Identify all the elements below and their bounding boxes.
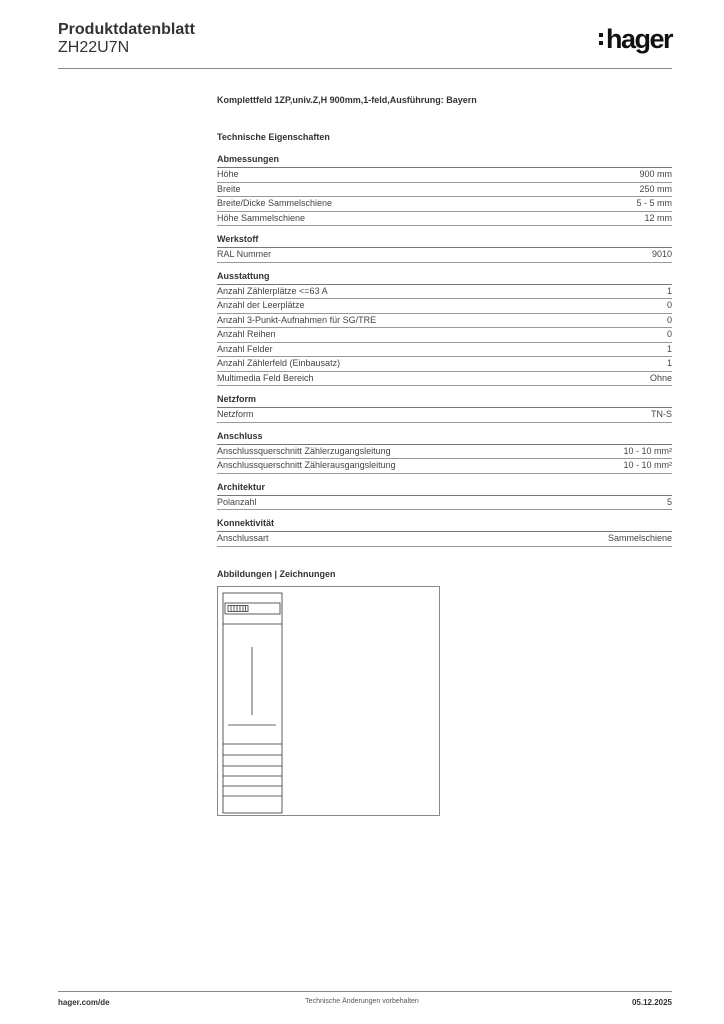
property-value: 10 - 10 mm² xyxy=(623,460,672,470)
property-row xyxy=(217,183,672,198)
property-label: Höhe Sammelschiene xyxy=(217,212,306,223)
property-group xyxy=(217,394,672,423)
group-title: Konnektivität xyxy=(217,518,672,532)
property-value: 1 xyxy=(666,285,672,296)
property-row xyxy=(217,445,672,460)
property-label: Anzahl Felder xyxy=(217,343,273,354)
property-group xyxy=(217,234,672,263)
property-group xyxy=(217,518,672,547)
property-row xyxy=(217,408,672,423)
property-label: Anzahl Zählerfeld (Einbausatz) xyxy=(217,358,341,368)
property-label: Anzahl Zählerplätze <=63 A xyxy=(217,285,328,296)
property-value: 1 xyxy=(666,343,672,354)
footer-note: Technische Änderungen vorbehalten xyxy=(305,998,419,1005)
property-value: 5 - 5 mm xyxy=(636,198,672,208)
property-row xyxy=(217,496,672,511)
header-divider xyxy=(58,68,672,69)
property-row xyxy=(217,197,672,212)
property-group xyxy=(217,431,672,474)
property-group xyxy=(217,271,672,387)
property-value: 1 xyxy=(666,358,672,368)
property-row xyxy=(217,168,672,183)
property-value: 250 mm xyxy=(639,183,672,194)
logo-text: hager xyxy=(605,24,672,54)
property-row xyxy=(217,357,672,372)
property-value: 12 mm xyxy=(644,212,672,223)
property-value: Sammelschiene xyxy=(607,533,672,543)
property-label: RAL Nummer xyxy=(217,249,272,259)
property-label: Anzahl der Leerplätze xyxy=(217,300,305,310)
property-value: 5 xyxy=(666,496,672,507)
property-row xyxy=(217,314,672,329)
cabinet-drawing-icon xyxy=(218,587,439,815)
property-label: Anschlussquerschnitt Zählerzugangsleitung xyxy=(217,445,391,456)
section-heading: Technische Eigenschaften xyxy=(217,132,330,142)
product-drawing xyxy=(217,586,440,816)
property-label: Multimedia Feld Bereich xyxy=(217,372,314,383)
property-label: Anzahl Reihen xyxy=(217,329,276,339)
property-row xyxy=(217,299,672,314)
property-row xyxy=(217,212,672,227)
property-label: Anschlussart xyxy=(217,533,269,543)
property-row xyxy=(217,372,672,387)
product-description: Komplettfeld 1ZP,univ.Z,H 900mm,1-feld,Ausführung: Bayern xyxy=(217,95,477,105)
property-value: TN-S xyxy=(651,409,672,419)
property-value: 0 xyxy=(666,300,672,310)
property-groups xyxy=(217,154,672,547)
property-value: Ohne xyxy=(649,372,672,383)
property-row xyxy=(217,328,672,343)
footer-divider xyxy=(58,991,672,992)
property-row xyxy=(217,343,672,358)
property-label: Breite xyxy=(217,183,241,194)
property-value: 9010 xyxy=(651,249,672,259)
footer-date: 05.12.2025 xyxy=(631,998,672,1007)
property-row xyxy=(217,248,672,263)
figures-heading: Abbildungen | Zeichnungen xyxy=(217,568,336,579)
property-row xyxy=(217,532,672,547)
property-label: Breite/Dicke Sammelschiene xyxy=(217,198,333,208)
group-title: Werkstoff xyxy=(217,234,672,248)
property-value: 0 xyxy=(666,314,672,325)
header-title: Produktdatenblatt xyxy=(58,21,195,38)
property-group xyxy=(217,154,672,226)
property-group xyxy=(217,482,672,511)
property-value: 0 xyxy=(666,329,672,339)
group-title: Netzform xyxy=(217,394,672,408)
property-value: 10 - 10 mm² xyxy=(623,445,672,456)
group-title: Architektur xyxy=(217,482,672,496)
property-label: Polanzahl xyxy=(217,496,257,507)
property-label: Anschlussquerschnitt Zählerausgangsleitung xyxy=(217,460,396,470)
property-label: Höhe xyxy=(217,169,239,179)
property-row xyxy=(217,285,672,300)
datasheet-content xyxy=(217,95,672,816)
footer-website[interactable]: hager.com/de xyxy=(58,998,110,1007)
group-title: Anschluss xyxy=(217,431,672,445)
group-title: Ausstattung xyxy=(217,271,672,285)
hager-logo xyxy=(599,24,672,54)
group-title: Abmessungen xyxy=(217,154,672,168)
property-label: Netzform xyxy=(217,409,254,419)
logo-dots-icon xyxy=(599,33,603,45)
article-number: ZH22U7N xyxy=(58,39,130,56)
property-label: Anzahl 3-Punkt-Aufnahmen für SG/TRE xyxy=(217,314,377,325)
property-value: 900 mm xyxy=(639,169,672,179)
property-row xyxy=(217,459,672,474)
